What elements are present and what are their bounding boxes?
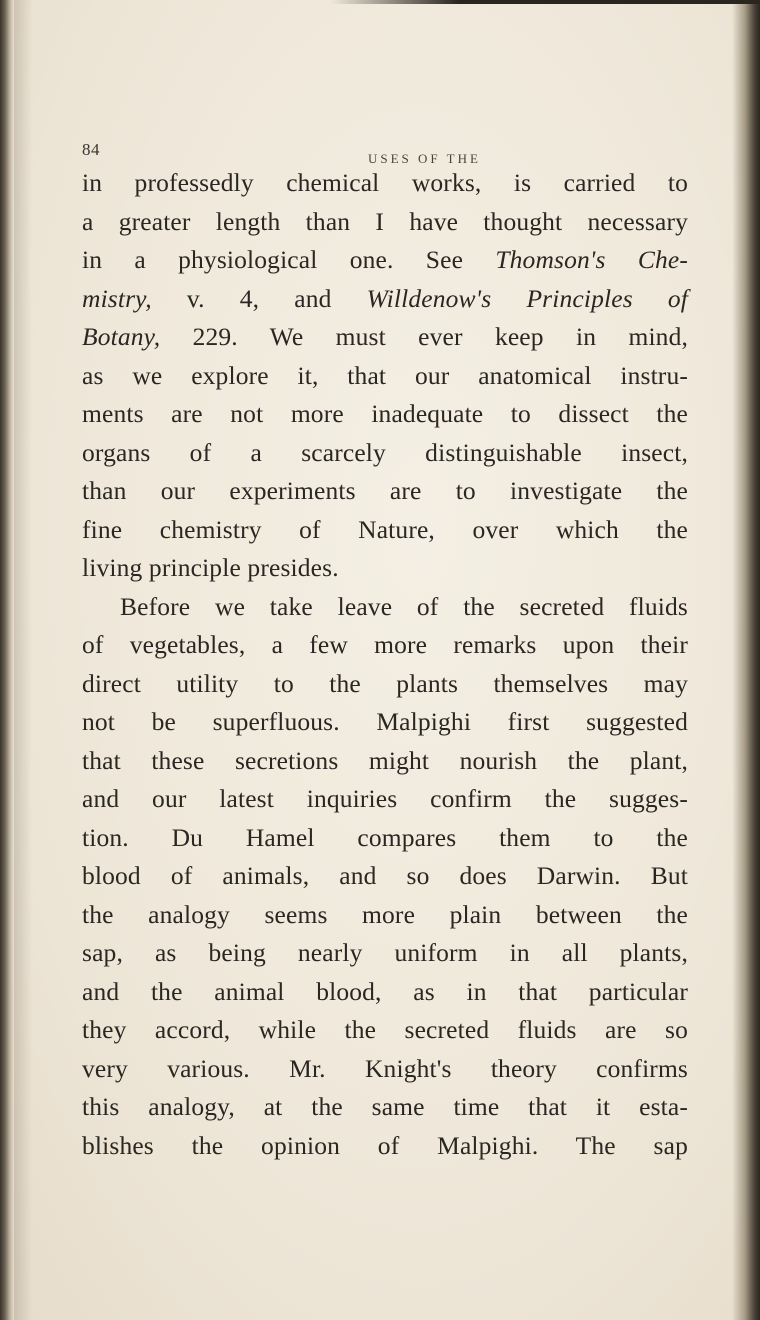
text-line: they accord, while the secreted fluids are so xyxy=(82,1015,688,1044)
text-line: and our latest inquiries confirm the sugges- xyxy=(82,784,688,813)
text-line: this analogy, at the same time that it esta- xyxy=(82,1092,688,1121)
text-line: in professedly chemical works, is carried to xyxy=(82,168,688,197)
text-line: a greater length than I have thought necessary xyxy=(82,206,688,236)
text-run: in a physiological one. See xyxy=(82,245,496,274)
binding-shadow-left-soft xyxy=(14,0,32,1320)
italic-title: Botany, xyxy=(82,322,161,351)
page-edge-top xyxy=(330,0,760,4)
text-line: fine chemistry of Nature, over which the xyxy=(82,514,688,544)
text-line: not be superfluous. Malpighi first suggested xyxy=(82,707,688,736)
text-line xyxy=(82,280,688,319)
text-line xyxy=(82,241,688,280)
text-line: direct utility to the plants themselves may xyxy=(82,668,688,698)
text-run: 229. We must ever keep in mind, xyxy=(160,322,688,351)
text-line: that these secretions might nourish the plant, xyxy=(82,745,688,775)
text-run: v. 4, and xyxy=(151,283,367,313)
paragraph-start-line: Before we take leave of the secreted fluids xyxy=(120,591,688,621)
page-number: 84 xyxy=(82,140,100,159)
text-line: as we explore it, that our anatomical instru- xyxy=(82,360,688,390)
text-line: and the animal blood, as in that particular xyxy=(82,976,688,1006)
text-line: ments are not more inadequate to dissect the xyxy=(82,399,688,428)
text-line: the analogy seems more plain between the xyxy=(82,899,688,929)
text-line: living principle presides. xyxy=(82,553,339,582)
italic-title: Willdenow's Principles of xyxy=(366,283,688,313)
text-line: organs of a scarcely distinguishable insect, xyxy=(82,437,688,467)
text-line: sap, as being nearly uniform in all plants, xyxy=(82,938,688,967)
italic-title: mistry, xyxy=(82,283,152,313)
text-line: very various. Mr. Knight's theory confirms xyxy=(82,1053,688,1083)
text-line: of vegetables, a few more remarks upon their xyxy=(82,630,688,659)
text-line: tion. Du Hamel compares them to the xyxy=(82,822,688,852)
text-line: than our experiments are to investigate the xyxy=(82,476,688,505)
binding-shadow-left xyxy=(0,0,14,1320)
page-edge-right xyxy=(732,0,760,1320)
italic-title: Thomson's Che- xyxy=(495,245,688,274)
text-line: blood of animals, and so does Darwin. But xyxy=(82,861,688,890)
text-line: blishes the opinion of Malpighi. The sap xyxy=(82,1130,688,1160)
text-line xyxy=(82,318,688,357)
body-text xyxy=(82,164,688,1165)
running-head: USES OF THE xyxy=(368,151,481,166)
